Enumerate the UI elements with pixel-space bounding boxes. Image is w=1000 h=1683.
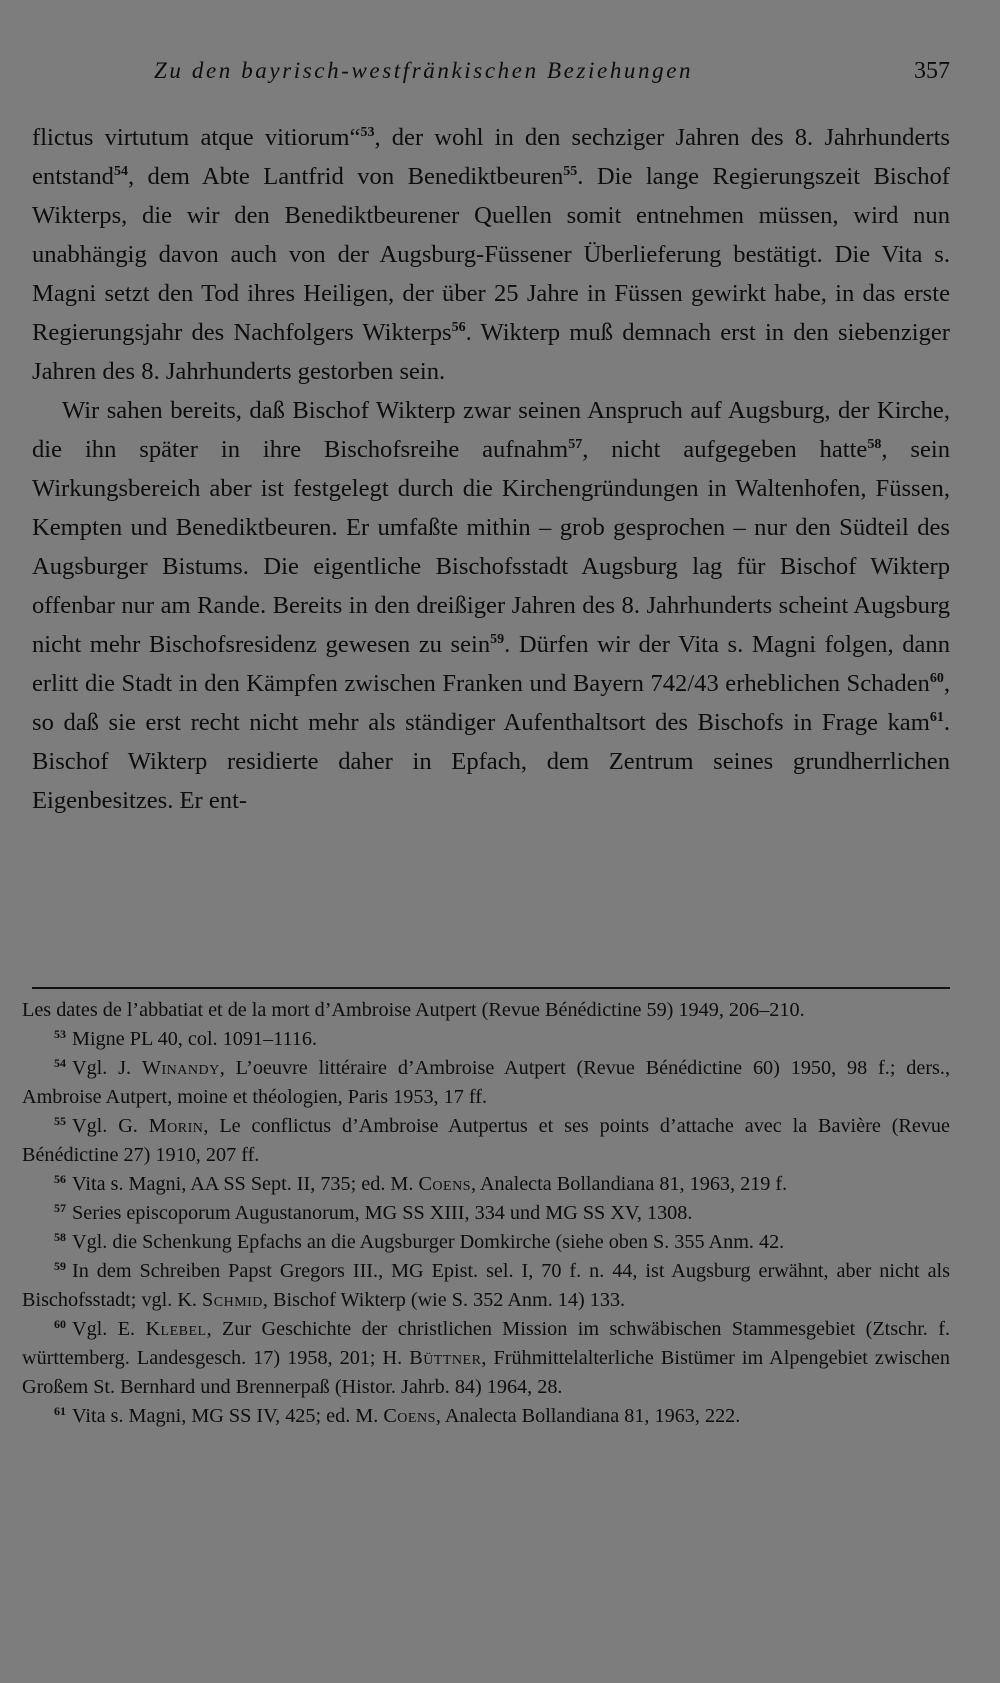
footnote-text: Vita s. Magni, MG SS IV, 425; ed. M. [72, 1405, 384, 1427]
footnote-ref-59[interactable]: 59 [490, 632, 505, 647]
footnote-number: 57 [54, 1201, 66, 1215]
footnote-continuation: Les dates de l’abbatiat et de la mort d’Ambroise Autpert (Revue Bénédictine 59) 1949, 206–210. [22, 999, 805, 1021]
footnote-ref-60[interactable]: 60 [929, 671, 944, 686]
footnote-number: 59 [54, 1259, 66, 1273]
footnote-number: 58 [54, 1230, 66, 1244]
text-run: , der wohl in den sechziger Jahren des 8. Jahrhunderts entstand [32, 124, 950, 190]
footnote-number: 55 [54, 1114, 66, 1128]
footnote-text: In dem Schreiben Papst Gregors III., MG Epist. sel. I, 70 f. n. 44, ist Augsburg erwähnt, aber nicht als Bischofsstadt; vgl. K. [22, 1260, 950, 1311]
footnote-60 [22, 1315, 950, 1402]
footnote-number: 54 [54, 1056, 66, 1070]
author-name: Winandy [141, 1057, 220, 1079]
footnote-text: , Frühmittelalterliche Bistümer im Alpengebiet zwischen Großem St. Bernhard und Brennerpaß (Histor. Jahrb. 84) 1964, 28. [22, 1347, 950, 1398]
text-run: . Dürfen wir der Vita s. Magni folgen, dann erlitt die Stadt in den Kämpfen zwischen Franken und Bayern 742/43 erheblichen Schaden [32, 631, 950, 697]
footnote-text: Vgl. die Schenkung Epfachs an die Augsburger Domkirche (siehe oben S. 355 Anm. 42. [72, 1231, 785, 1253]
footnote-text: , L’oeuvre littéraire d’Ambroise Autpert (Revue Bénédictine 60) 1950, 98 f.; ders., Ambroise Autpert, moine et théologien, Paris 1953, 17 ff. [22, 1057, 951, 1108]
footnote-58 [22, 1228, 950, 1257]
text-run: . Die lange Regierungszeit Bischof Wikterps, die wir den Benediktbeurener Quellen somit entnehmen müssen, wird nun unabhängig davon auch von der Augsburg-Füssener Überlieferung bestätigt. Die Vita s. Magni setzt den Tod ihres Heiligen, der über 25 Jahre in Füssen gewirkt habe, in das erste Regierungsjahr des Nachfolgers Wikterps [32, 163, 950, 346]
footnote-text: , Analecta Bollandiana 81, 1963, 219 f. [471, 1173, 788, 1195]
footnote-ref-56[interactable]: 56 [451, 320, 466, 335]
footnote-ref-54[interactable]: 54 [113, 164, 128, 179]
page-number: 357 [914, 58, 950, 84]
footnote-text: , Zur Geschichte der christlichen Mission im schwäbischen Stammesgebiet (Ztschr. f. württemberg. Landesgesch. 17) 1958, 201; H. [22, 1318, 950, 1369]
footnote-53 [22, 1025, 950, 1054]
footnote-text: Vgl. G. [72, 1115, 149, 1137]
author-name: Büttner [409, 1347, 482, 1369]
footnote-text: Vgl. J. [72, 1057, 142, 1079]
footnote-text: , Le conflictus d’Ambroise Autpertus et ses points d’attache avec la Bavière (Revue Bénédictine 27) 1910, 207 ff. [22, 1115, 950, 1166]
main-text [32, 118, 950, 820]
footnote-text: , Analecta Bollandiana 81, 1963, 222. [435, 1405, 741, 1427]
paragraph-1 [32, 118, 950, 391]
footnote-ref-58[interactable]: 58 [867, 437, 882, 452]
footnote-text: Migne PL 40, col. 1091–1116. [72, 1028, 318, 1050]
footnote-number: 53 [54, 1027, 66, 1041]
footnote-text: , Bischof Wikterp (wie S. 352 Anm. 14) 133. [262, 1289, 626, 1311]
running-title: Zu den bayrisch-westfränkischen Beziehungen [154, 58, 694, 83]
footnote-55 [22, 1112, 950, 1170]
text-run: flictus virtutum atque vitiorum“ [32, 124, 361, 151]
author-name: Schmid [202, 1289, 263, 1311]
footnote-number: 61 [54, 1404, 66, 1418]
footnote-56 [22, 1170, 950, 1199]
author-name: Klebel [145, 1318, 207, 1340]
footnote-ref-61[interactable]: 61 [929, 710, 944, 725]
footnote-ref-53[interactable]: 53 [360, 125, 375, 140]
author-name: Coens [418, 1173, 471, 1195]
footnote-text: Vita s. Magni, AA SS Sept. II, 735; ed. M. [72, 1173, 419, 1195]
text-run: . Wikterp muß demnach erst in den siebenziger Jahren des 8. Jahrhunderts gestorben sein. [32, 319, 950, 385]
author-name: Morin [148, 1115, 204, 1137]
footnote-ref-55[interactable]: 55 [563, 164, 578, 179]
footnote-61 [22, 1402, 950, 1431]
footnote-57 [22, 1199, 950, 1228]
footnote-text: Series episcoporum Augustanorum, MG SS XIII, 334 und MG SS XV, 1308. [72, 1202, 693, 1224]
text-run: Wir sahen bereits, daß Bischof Wikterp zwar seinen Anspruch auf Augsburg, der Kirche, die ihn später in ihre Bischofsreihe aufnahm [32, 397, 950, 463]
text-run: , nicht aufgegeben hatte [582, 436, 868, 463]
footnote-number: 56 [54, 1172, 66, 1186]
footnote-divider [32, 987, 950, 989]
footnote-ref-57[interactable]: 57 [568, 437, 583, 452]
author-name: Coens [383, 1405, 436, 1427]
running-header [32, 58, 950, 92]
footnote-59 [22, 1257, 950, 1315]
footnote-text: Vgl. E. [72, 1318, 146, 1340]
text-run: , dem Abte Lantfrid von Benediktbeuren [127, 163, 564, 190]
footnotes [22, 996, 950, 1431]
footnote-number: 60 [54, 1317, 66, 1331]
text-run: , so daß sie erst recht nicht mehr als ständiger Aufenthaltsort des Bischofs in Frage kam [32, 670, 950, 736]
text-run: . Bischof Wikterp residierte daher in Epfach, dem Zentrum seines grundherrlichen Eigenbesitzes. Er ent- [32, 709, 950, 814]
paragraph-2 [32, 391, 950, 820]
text-run: , sein Wirkungsbereich aber ist festgelegt durch die Kirchengründungen in Waltenhofen, Füssen, Kempten und Benediktbeuren. Er umfaßte mithin – grob gesprochen – nur den Südteil des Augsburger Bistums. Die eigentliche Bischofsstadt Augsburg lag für Bischof Wikterp offenbar nur am Rande. Bereits in den dreißiger Jahren des 8. Jahrhunderts scheint Augsburg nicht mehr Bischofsresidenz gewesen zu sein [32, 436, 950, 658]
footnote-54 [22, 1054, 950, 1112]
